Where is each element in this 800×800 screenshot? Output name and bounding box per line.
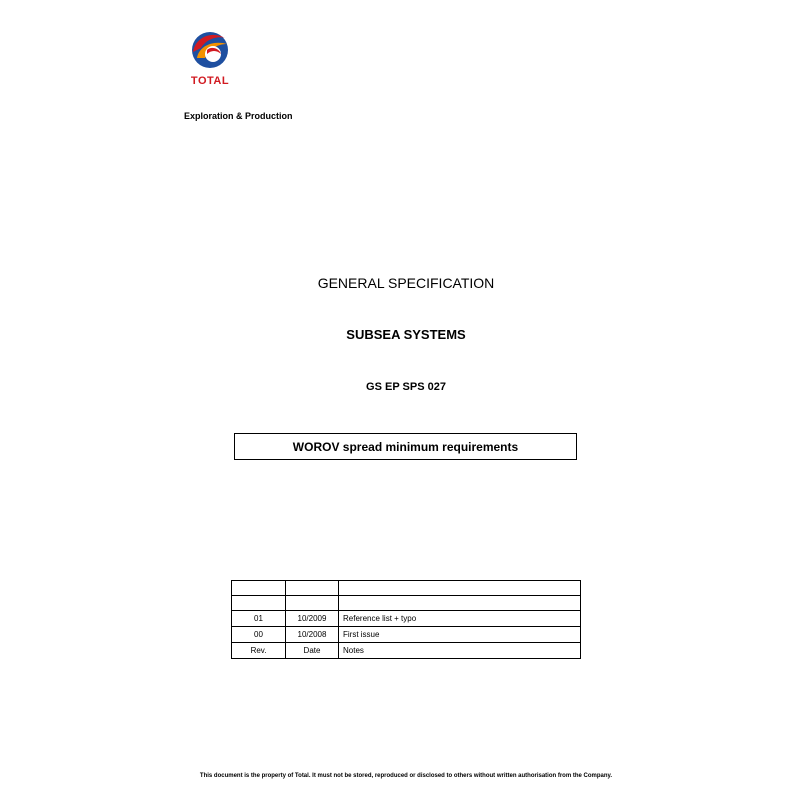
date-cell: [286, 581, 339, 596]
table-row: [232, 581, 581, 596]
rev-cell: [232, 596, 286, 611]
notes-cell: First issue: [339, 627, 581, 643]
table-row: [232, 611, 581, 627]
notes-cell: [339, 596, 581, 611]
date-cell: [286, 596, 339, 611]
revision-table: [231, 580, 581, 659]
date-header: Date: [286, 643, 339, 659]
table-row: [232, 596, 581, 611]
date-cell: 10/2009: [286, 611, 339, 627]
company-logo: [184, 28, 236, 90]
table-row: [232, 627, 581, 643]
confidentiality-notice: This document is the property of Total. It must not be stored, reproduced or disclosed to others without written authorisation from the Company.: [199, 773, 613, 779]
document-subject: SUBSEA SYSTEMS: [346, 327, 466, 342]
document-code: GS EP SPS 027: [366, 381, 446, 393]
date-cell: 10/2008: [286, 627, 339, 643]
rev-cell: [232, 581, 286, 596]
total-logo-icon: [189, 28, 231, 72]
rev-cell: 00: [232, 627, 286, 643]
notes-cell: Reference list + typo: [339, 611, 581, 627]
notes-cell: [339, 581, 581, 596]
table-header-row: [232, 643, 581, 659]
notes-header: Notes: [339, 643, 581, 659]
document-title: WOROV spread minimum requirements: [234, 433, 577, 460]
rev-cell: 01: [232, 611, 286, 627]
logo-wordmark: TOTAL: [190, 75, 230, 87]
document-category: GENERAL SPECIFICATION: [317, 275, 495, 291]
division-name: Exploration & Production: [184, 111, 293, 121]
rev-header: Rev.: [232, 643, 286, 659]
